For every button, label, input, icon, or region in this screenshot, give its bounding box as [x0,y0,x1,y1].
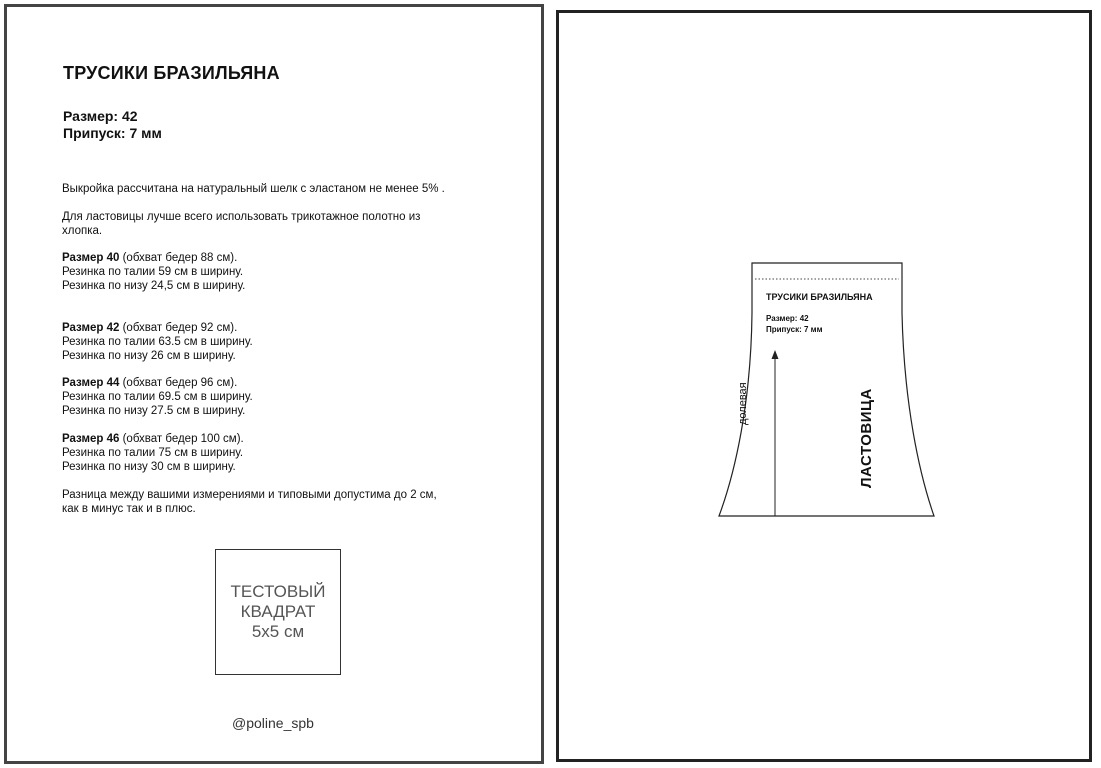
hips-value: (обхват бедер 92 см). [119,322,238,334]
bottom-elastic: Резинка по низу 30 см в ширину. [62,461,236,473]
size-label: Размер 46 [62,433,120,445]
pattern-allowance: Припуск: 7 мм [766,325,823,334]
size-block-42 [62,321,253,363]
waist-elastic: Резинка по талии 59 см в ширину. [62,266,244,278]
waist-elastic: Резинка по талии 75 см в ширину. [62,447,244,459]
intro-paragraph-2-line-1: Для ластовицы лучше всего использовать трикотажное полотно из [62,211,421,223]
hips-value: (обхват бедер 96 см). [119,377,238,389]
pattern-title: ТРУСИКИ БРАЗИЛЬЯНА [766,292,873,302]
intro-paragraph-2-line-2: хлопка. [62,225,103,237]
size-label: Размер 40 [62,252,120,264]
pattern-page [556,10,1092,762]
instructions-page [4,4,544,764]
tolerance-note-line-1: Разница между вашими измерениями и типовыми допустима до 2 см, [62,489,437,501]
waist-elastic: Резинка по талии 69.5 см в ширину. [62,391,253,403]
test-square-line-1: ТЕСТОВЫЙ [230,582,326,601]
intro-paragraph-2 [62,210,420,238]
tolerance-note-line-2: как в минус так и в плюс. [62,503,196,515]
author-handle: @poline_spb [232,715,314,731]
page-title: ТРУСИКИ БРАЗИЛЬЯНА [63,63,280,83]
test-square-line-3: 5x5 см [251,622,305,641]
intro-paragraph-1: Выкройка рассчитана на натуральный шелк с эластаном не менее 5% . [62,183,445,195]
hips-value: (обхват бедер 100 см). [119,433,244,445]
bottom-elastic: Резинка по низу 26 см в ширину. [62,350,236,362]
size-label: Размер 42 [62,322,120,334]
allowance-line: Припуск: 7 мм [63,125,162,141]
grain-arrow-icon [772,350,779,359]
bottom-elastic: Резинка по низу 27.5 см в ширину. [62,405,246,417]
tolerance-note [62,488,437,516]
hips-value: (обхват бедер 88 см). [119,252,238,264]
size-block-40 [62,251,245,293]
piece-label: ЛАСТОВИЦА [858,388,875,488]
gusset-pattern-piece [559,13,1089,759]
pattern-size: Размер: 42 [766,314,809,323]
size-label: Размер 44 [62,377,120,389]
waist-elastic: Резинка по талии 63.5 см в ширину. [62,336,253,348]
size-block-46 [62,432,244,474]
size-line: Размер: 42 [63,108,138,124]
bottom-elastic: Резинка по низу 24,5 см в ширину. [62,280,246,292]
grain-label: долевая [737,382,749,425]
size-block-44 [62,376,253,418]
test-square [215,549,341,675]
test-square-line-2: КВАДРАТ [240,602,316,621]
